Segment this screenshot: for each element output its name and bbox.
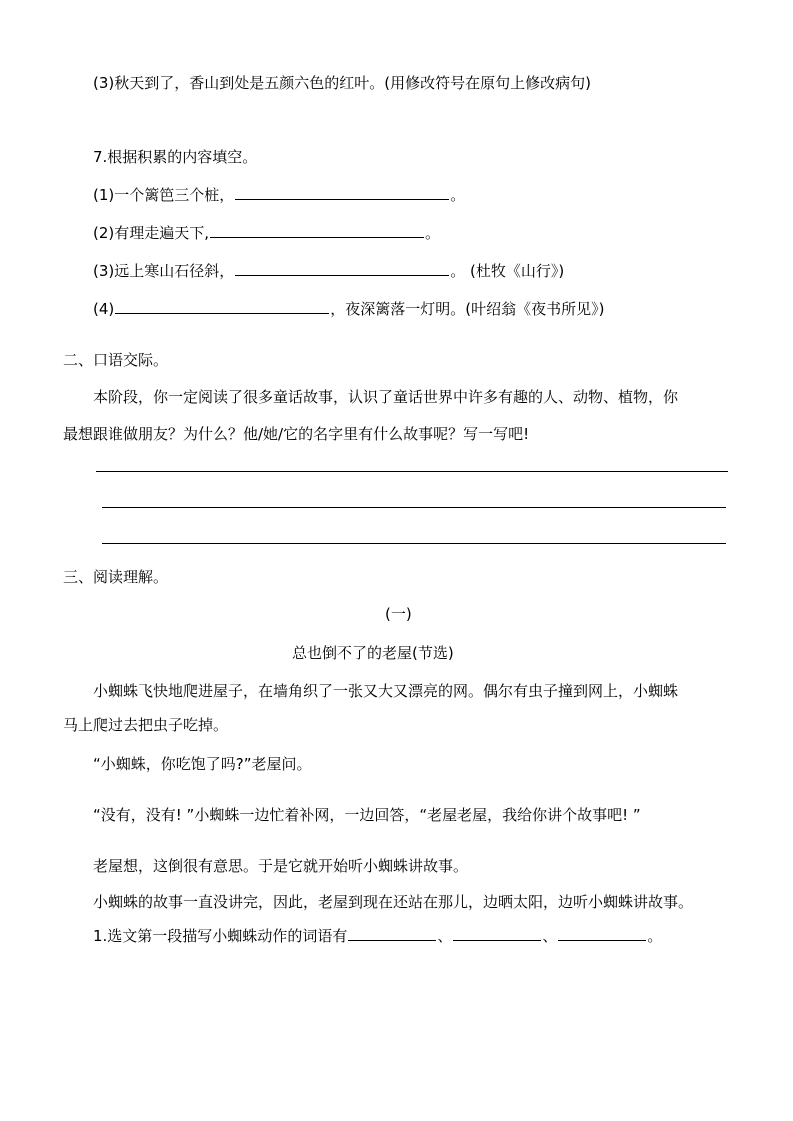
reading-question-1 — [93, 925, 662, 945]
section-2-paragraph-line-1: 本阶段，你一定阅读了很多童话故事，认识了童话世界中许多有趣的人、动物、植物，你 — [93, 388, 679, 406]
passage-title: 总也倒不了的老屋(节选) — [292, 644, 454, 662]
question-7-item-3 — [93, 260, 564, 280]
item-4-prompt: (4) — [93, 300, 115, 318]
question-7-title: 7.根据积累的内容填空。 — [93, 148, 258, 166]
question-7-item-2 — [93, 222, 440, 242]
question-7-item-4 — [93, 298, 604, 318]
question-6-3: (3)秋天到了，香山到处是五颜六色的红叶。(用修改符号在原句上修改病句) — [93, 74, 591, 92]
answer-blank[interactable] — [115, 298, 329, 314]
question-7-item-1 — [93, 184, 465, 204]
writing-line[interactable] — [102, 507, 726, 508]
writing-line[interactable] — [96, 471, 728, 472]
answer-blank[interactable] — [453, 925, 541, 941]
reading-question-1-prompt: 1.选文第一段描写小蜘蛛动作的词语有 — [93, 927, 348, 945]
passage-paragraph-2: “小蜘蛛，你吃饱了吗?”老屋问。 — [93, 755, 312, 773]
section-2-heading: 二、口语交际。 — [63, 351, 169, 369]
answer-blank[interactable] — [235, 260, 449, 276]
passage-paragraph-1-line-2: 马上爬过去把虫子吃掉。 — [63, 716, 229, 734]
answer-blank[interactable] — [558, 925, 646, 941]
section-3-heading: 三、阅读理解。 — [63, 568, 169, 586]
passage-paragraph-4: 老屋想，这倒很有意思。于是它就开始听小蜘蛛讲故事。 — [93, 857, 469, 875]
answer-blank[interactable] — [348, 925, 436, 941]
passage-paragraph-1-line-1: 小蜘蛛飞快地爬进屋子，在墙角织了一张又大又漂亮的网。偶尔有虫子撞到网上，小蜘蛛 — [93, 682, 679, 700]
section-2-paragraph-line-2: 最想跟谁做朋友？为什么？他/她/它的名字里有什么故事呢？写一写吧! — [63, 425, 530, 443]
item-2-prompt: (2)有理走遍天下, — [93, 224, 210, 242]
item-2-end: 。 — [425, 224, 441, 242]
passage-paragraph-5: 小蜘蛛的故事一直没讲完，因此，老屋到现在还站在那儿，边晒太阳，边听小蜘蛛讲故事。 — [93, 893, 694, 911]
item-1-prompt: (1)一个篱笆三个桩， — [93, 186, 235, 204]
item-3-end: 。 (杜牧《山行》) — [450, 262, 565, 280]
separator: 、 — [542, 927, 558, 945]
item-1-end: 。 — [450, 186, 466, 204]
writing-line[interactable] — [102, 543, 726, 544]
passage-paragraph-3: “没有，没有! ”小蜘蛛一边忙着补网，一边回答，“老屋老屋，我给你讲个故事吧! ” — [93, 806, 641, 824]
separator: 、 — [437, 927, 453, 945]
end-mark: 。 — [647, 927, 663, 945]
answer-blank[interactable] — [210, 222, 424, 238]
item-4-end: ，夜深篱落一灯明。(叶绍翁《夜书所见》) — [330, 300, 605, 318]
answer-blank[interactable] — [235, 184, 449, 200]
passage-part-number: (一) — [385, 605, 412, 623]
item-3-prompt: (3)远上寒山石径斜， — [93, 262, 235, 280]
